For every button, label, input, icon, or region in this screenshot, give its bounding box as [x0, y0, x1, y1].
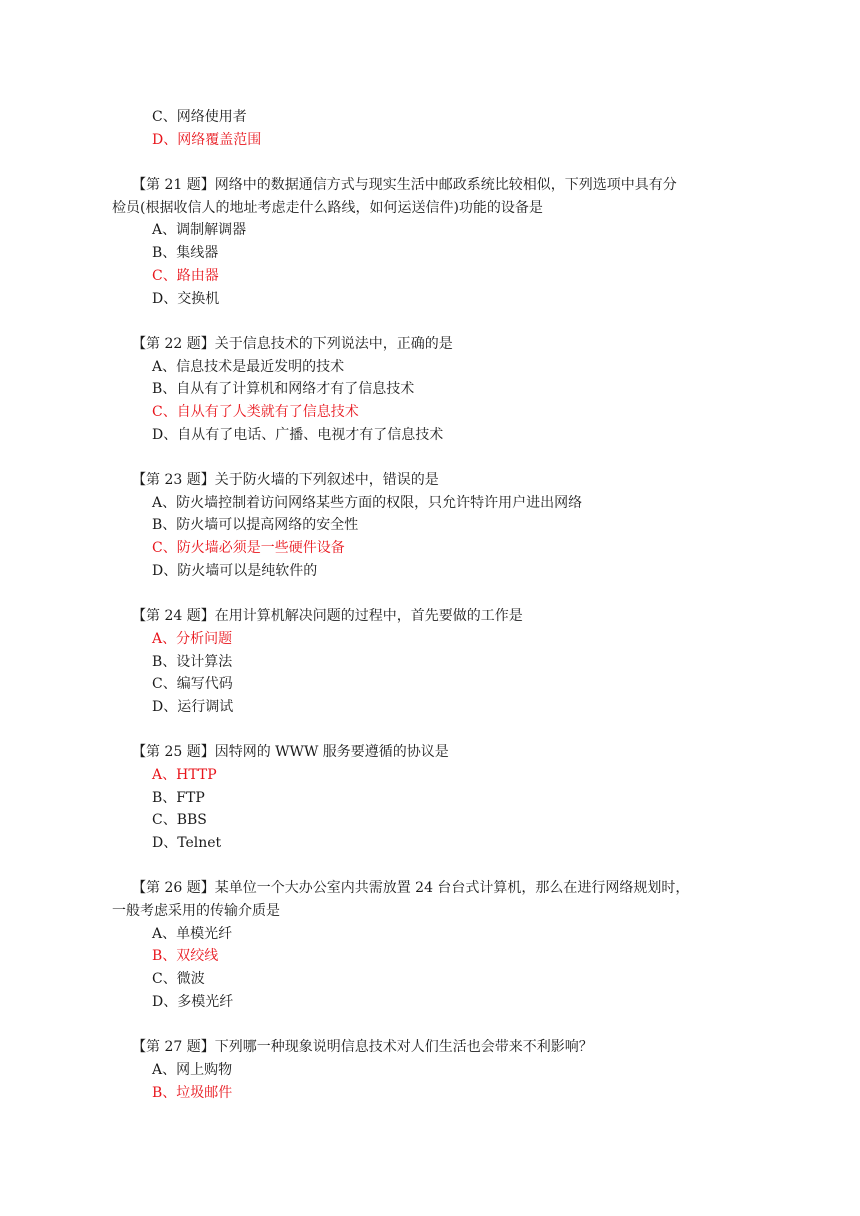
- option-d: D、防火墙可以是纯软件的: [152, 562, 318, 579]
- question-23: [112, 469, 752, 582]
- question-25: [112, 741, 752, 854]
- option-d: D、Telnet: [152, 835, 222, 851]
- option-c-correct: C、防火墙必须是一些硬件设备: [152, 540, 345, 557]
- question-26: [112, 877, 752, 1013]
- question-stem-continued: 检员(根据收信人的地址考虑走什么路线，如何运送信件)功能的设备是: [112, 199, 543, 216]
- option-d: D、运行调试: [152, 698, 234, 715]
- option-d: D、交换机: [152, 290, 220, 307]
- option-a-correct: A、分析问题: [152, 630, 233, 647]
- question-stem: 【第 21 题】网络中的数据通信方式与现实生活中邮政系统比较相似，下列选项中具有分: [132, 177, 677, 194]
- option-c: C、微波: [152, 971, 205, 988]
- option-a: A、调制解调器: [152, 222, 247, 239]
- option-a: A、防火墙控制着访问网络某些方面的权限，只允许特许用户进出网络: [152, 494, 583, 511]
- question-stem: 【第 24 题】在用计算机解决问题的过程中，首先要做的工作是: [132, 608, 523, 625]
- question-stem: 【第 26 题】某单位一个大办公室内共需放置 24 台台式计算机，那么在进行网络规划时，: [132, 880, 690, 897]
- option-a: A、单模光纤: [152, 925, 233, 942]
- question-stem: 【第 25 题】因特网的 WWW 服务要遵循的协议是: [132, 744, 449, 761]
- option-d-correct: D、网络覆盖范围: [152, 131, 262, 148]
- question-stem: 【第 27 题】下列哪一种现象说明信息技术对人们生活也会带来不利影响？: [132, 1039, 593, 1056]
- question-21: [112, 174, 752, 310]
- question-22: [112, 333, 752, 446]
- option-a: A、网上购物: [152, 1061, 233, 1078]
- question-stem-continued: 一般考虑采用的传输介质是: [112, 903, 280, 920]
- option-b: B、FTP: [152, 789, 205, 806]
- question-24: [112, 605, 752, 718]
- option-c: C、网络使用者: [152, 109, 247, 125]
- question-27: [112, 1036, 752, 1104]
- option-c-correct: C、路由器: [152, 267, 219, 284]
- question-list: [112, 106, 752, 1104]
- option-b-correct: B、双绞线: [152, 948, 219, 965]
- option-d: D、自从有了电话、广播、电视才有了信息技术: [152, 426, 444, 443]
- option-c: C、编写代码: [152, 676, 233, 693]
- option-a-correct: A、HTTP: [152, 766, 217, 783]
- option-a: A、信息技术是最近发明的技术: [152, 358, 345, 375]
- question-stem: 【第 23 题】关于防火墙的下列叙述中，错误的是: [132, 472, 439, 488]
- question-stem: 【第 22 题】关于信息技术的下列说法中，正确的是: [132, 335, 453, 352]
- option-b: B、防火墙可以提高网络的安全性: [152, 517, 359, 534]
- prev-question-options: [112, 106, 752, 151]
- option-c: C、BBS: [152, 812, 207, 829]
- option-b: B、集线器: [152, 245, 219, 262]
- option-d: D、多模光纤: [152, 993, 234, 1010]
- option-b: B、自从有了计算机和网络才有了信息技术: [152, 381, 415, 398]
- option-c-correct: C、自从有了人类就有了信息技术: [152, 403, 359, 420]
- option-b-correct: B、垃圾邮件: [152, 1084, 233, 1101]
- option-b: B、设计算法: [152, 653, 233, 670]
